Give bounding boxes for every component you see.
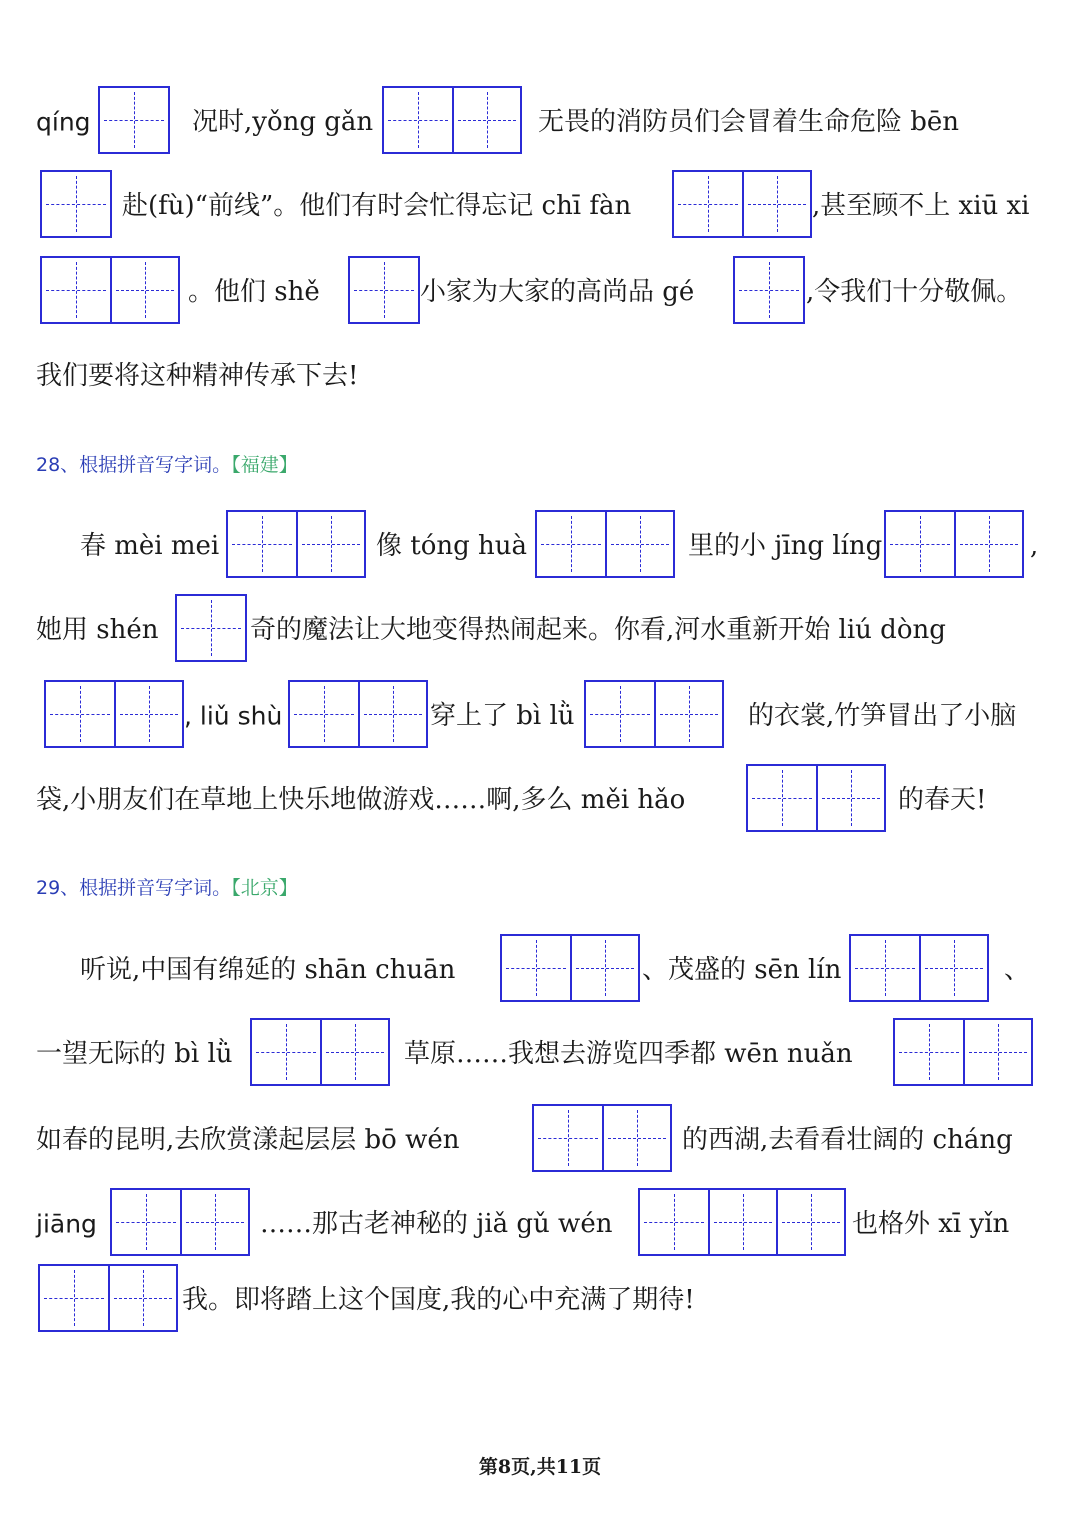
grid-cell[interactable] <box>42 172 110 236</box>
grid-cell[interactable] <box>502 936 570 1000</box>
grid-cell[interactable] <box>570 936 638 1000</box>
tian-zi-ge-box[interactable] <box>226 510 366 578</box>
grid-cell[interactable] <box>886 512 954 576</box>
tian-zi-ge-box[interactable] <box>733 256 805 324</box>
tian-zi-ge-box[interactable] <box>40 170 112 238</box>
passage-text: 的衣裳,竹笋冒出了小脑 <box>748 701 1017 731</box>
passage-line <box>0 764 1080 836</box>
passage-text: 我。即将踏上这个国度,我的心中充满了期待! <box>182 1285 695 1315</box>
passage-text: 无畏的消防员们会冒着生命危险 bēn <box>538 107 960 137</box>
passage-text: 穿上了 bì lǜ <box>430 701 575 731</box>
tian-zi-ge-box[interactable] <box>532 1104 672 1172</box>
passage-text: , liǔ shù <box>184 701 283 731</box>
pinyin-text: jiāng <box>36 1209 97 1239</box>
grid-cell[interactable] <box>290 682 358 746</box>
tian-zi-ge-box[interactable] <box>98 86 170 154</box>
passage-text: 、茂盛的 sēn lín <box>642 955 842 985</box>
grid-cell[interactable] <box>708 1190 776 1254</box>
grid-cell[interactable] <box>177 596 245 660</box>
grid-cell[interactable] <box>296 512 364 576</box>
question-title: 29、根据拼音写字词。 <box>36 877 232 899</box>
passage-text: ,甚至顾不上 xiū xi <box>812 191 1030 221</box>
tian-zi-ge-box[interactable] <box>288 680 428 748</box>
grid-cell[interactable] <box>252 1020 320 1084</box>
grid-cell[interactable] <box>40 1266 108 1330</box>
region-tag: 【北京】 <box>231 877 298 899</box>
passage-line <box>0 1264 1080 1336</box>
grid-cell[interactable] <box>851 936 919 1000</box>
grid-cell[interactable] <box>350 258 418 322</box>
grid-cell[interactable] <box>602 1106 670 1170</box>
grid-cell[interactable] <box>228 512 296 576</box>
grid-cell[interactable] <box>180 1190 248 1254</box>
tian-zi-ge-box[interactable] <box>849 934 989 1002</box>
passage-text: ……那古老神秘的 jiǎ gǔ wén <box>260 1209 613 1239</box>
grid-cell[interactable] <box>452 88 520 152</box>
grid-cell[interactable] <box>895 1020 963 1084</box>
passage-text: 赴(fù)“前线”。他们有时会忙得忘记 chī fàn <box>122 191 632 221</box>
tian-zi-ge-box[interactable] <box>38 1264 178 1332</box>
passage-text: 像 tóng huà <box>376 531 528 561</box>
tian-zi-ge-box[interactable] <box>382 86 522 154</box>
tian-zi-ge-box[interactable] <box>175 594 247 662</box>
passage-text: 袋,小朋友们在草地上快乐地做游戏……啊,多么 měi hǎo <box>36 785 686 815</box>
passage-text: 奇的魔法让大地变得热闹起来。你看,河水重新开始 liú dòng <box>250 615 946 645</box>
grid-cell[interactable] <box>674 172 742 236</box>
tian-zi-ge-box[interactable] <box>893 1018 1033 1086</box>
passage-line <box>0 1018 1080 1090</box>
grid-cell[interactable] <box>654 682 722 746</box>
tian-zi-ge-box[interactable] <box>638 1188 846 1256</box>
passage-line <box>0 256 1080 328</box>
tian-zi-ge-box[interactable] <box>44 680 184 748</box>
grid-cell[interactable] <box>537 512 605 576</box>
grid-cell[interactable] <box>110 258 178 322</box>
passage-text: 的西湖,去看看壮阔的 cháng <box>682 1125 1013 1155</box>
passage-text: 里的小 jīng líng <box>688 531 883 561</box>
page-number: 第8页,共11页 <box>478 1456 602 1478</box>
tian-zi-ge-box[interactable] <box>348 256 420 324</box>
tian-zi-ge-box[interactable] <box>672 170 812 238</box>
grid-cell[interactable] <box>46 682 114 746</box>
grid-cell[interactable] <box>816 766 884 830</box>
question-28-heading <box>36 450 298 477</box>
region-tag: 【福建】 <box>231 454 298 476</box>
pinyin-text: qíng <box>36 107 91 137</box>
grid-cell[interactable] <box>605 512 673 576</box>
grid-cell[interactable] <box>742 172 810 236</box>
passage-line <box>0 170 1080 242</box>
passage-text: , <box>1030 531 1039 561</box>
tian-zi-ge-box[interactable] <box>40 256 180 324</box>
tian-zi-ge-box[interactable] <box>250 1018 390 1086</box>
passage-text: 春 mèi mei <box>80 531 220 561</box>
passage-line <box>0 1104 1080 1176</box>
passage-line <box>0 934 1080 1006</box>
passage-text: 听说,中国有绵延的 shān chuān <box>80 955 456 985</box>
passage-text: 。他们 shě <box>188 277 320 307</box>
passage-text: 小家为大家的高尚品 gé <box>420 277 695 307</box>
passage-text: 草原……我想去游览四季都 wēn nuǎn <box>404 1039 853 1069</box>
grid-cell[interactable] <box>735 258 803 322</box>
passage-line <box>0 680 1080 752</box>
passage-line <box>0 1188 1080 1260</box>
passage-text: 一望无际的 bì lǜ <box>36 1039 233 1069</box>
grid-cell[interactable] <box>534 1106 602 1170</box>
grid-cell[interactable] <box>320 1020 388 1084</box>
grid-cell[interactable] <box>358 682 426 746</box>
grid-cell[interactable] <box>108 1266 176 1330</box>
passage-text: 况时,yǒng gǎn <box>192 107 374 137</box>
tian-zi-ge-box[interactable] <box>110 1188 250 1256</box>
grid-cell[interactable] <box>42 258 110 322</box>
passage-text: 她用 shén <box>36 615 159 645</box>
tian-zi-ge-box[interactable] <box>535 510 675 578</box>
tian-zi-ge-box[interactable] <box>500 934 640 1002</box>
grid-cell[interactable] <box>963 1020 1031 1084</box>
passage-text: ,令我们十分敬佩。 <box>806 277 1023 307</box>
grid-cell[interactable] <box>384 88 452 152</box>
grid-cell[interactable] <box>776 1190 844 1254</box>
grid-cell[interactable] <box>100 88 168 152</box>
passage-text: 也格外 xī yǐn <box>852 1209 1010 1239</box>
grid-cell[interactable] <box>114 682 182 746</box>
question-29-heading <box>36 873 298 900</box>
tian-zi-ge-box[interactable] <box>584 680 724 748</box>
tian-zi-ge-box[interactable] <box>884 510 1024 578</box>
grid-cell[interactable] <box>586 682 654 746</box>
passage-text: 我们要将这种精神传承下去! <box>36 361 359 391</box>
passage-line <box>0 340 1080 412</box>
passage-text: 的春天! <box>898 785 987 815</box>
grid-cell[interactable] <box>954 512 1022 576</box>
passage-text: 如春的昆明,去欣赏漾起层层 bō wén <box>36 1125 460 1155</box>
tian-zi-ge-box[interactable] <box>746 764 886 832</box>
passage-line <box>0 594 1080 666</box>
grid-cell[interactable] <box>640 1190 708 1254</box>
passage-text: 、 <box>1004 955 1031 985</box>
passage-line <box>0 510 1080 582</box>
question-title: 28、根据拼音写字词。 <box>36 454 232 476</box>
grid-cell[interactable] <box>748 766 816 830</box>
grid-cell[interactable] <box>112 1190 180 1254</box>
passage-line <box>0 86 1080 158</box>
grid-cell[interactable] <box>919 936 987 1000</box>
